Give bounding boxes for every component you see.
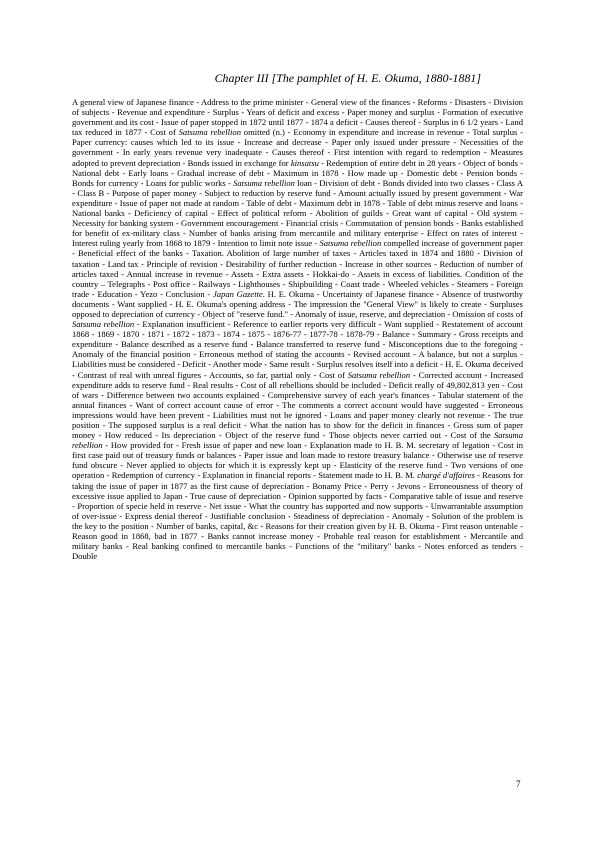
italic-term: chargé d'affaires bbox=[417, 470, 475, 481]
italic-term: Satsuma rebellion bbox=[347, 369, 411, 380]
text-run: - Explanation insufficient - Reference to earlier reports very difficult - Want supplied - Restatement of account 1868 - 1869 - 1870 - 1871 - 1872 - 1873 - 1874 - 1875 - 1876-77 - 1877-78 - 1878-79 - Balance - Summary - Gross receipts and expenditure - Balance described as a reserve fund - Balance transferred to reserve fund - Misconceptions due to the foregoing - Anomaly of the financial position - Erroneous method of stating the accounts - Revised account - A balance, but not a surplus - Liabilities must be considered - Deficit - Another mode - Same result - Surplus resolves itself into a deficit - H. E. Okuma deceived - Contrast of real with unreal figures - Accounts, so far, partial only - Cost of bbox=[72, 319, 523, 380]
text-run: - How provided for - Fresh issue of paper and new loan - Explanation made to H. B. M. secretary of legation - Cost in first case paid out of treasury funds or balances - Paper issue and loan made to restore treasury balance - Otherwise use of reserve fund obscure - Never applied to objects for which it is expressly kept up - Elasticity of the reserve fund - Two versions of one operation - Redemption of currency - Explanation in financial reports - Statement made to H. B. M. bbox=[72, 440, 523, 481]
text-run: loan - Division of debt - Bonds divided into two classes - Class A - Class B - Purpose of paper money - Subject to reduction by reserve fund - Amount actually issued by present government - War expenditure - Issue of paper not made at random - Table of debt - Maximum debt in 1878 - Table of debt minus reserve and loans - National banks - Deficiency of capital - Effect of political reform - Abolition of guilds - Great want of capital - Old system - Necessity for banking system - Government encouragement - Financial crisis - Commutation of pension bonds - Banks established for benefit of ex-military class - Number of banks arising from mercantile and military enterprise - Effect on rates of interest - Interest ruling yearly from 1868 to 1879 - Intention to limit note issue - bbox=[72, 177, 523, 249]
italic-term: kinsatsu bbox=[290, 157, 319, 168]
italic-term: Satsuma rebellion bbox=[233, 177, 295, 188]
text-run: . H. E. Okuma - Uncertainty of Japanese finance - Absence of trustworthy documents - Want supplied - H. E. Okuma's opening address - The impression the "General View" is likely to create - Surpluses opposed to depreciation of currency - Object of "reserve fund." - Anomaly of issue, reserve, and depreciation - Omission of costs of bbox=[72, 288, 524, 319]
italic-term: Satsuma rebellion bbox=[72, 319, 135, 330]
text-run: - Redemption of entire debt in 28 years - Object of bonds - National debt - Early loans - Gradual increase of debt - Maximum in 1878 - How made up - Domestic debt - Pension bonds - Bonds for currency - Loans for public works - bbox=[72, 157, 523, 188]
text-run: - Reasons for taking the issue of paper in 1877 as the first cause of depreciation - Bonamy Price - Perry - Jevons - Erroneousness of theory of excessive issue applied to Japan - True cause of depreciation - Opinion supported by facts - Comparative table of issue and reserve - Proportion of specie held in reserve - Net issue - What the country has supported and now supports - Unwarrantable assumption of over-issue - Express denial thereof - Justifiable conclusion - Steadiness of depreciation - Anomaly - Solution of the problem is the key to the position - Number of banks, capital, &c - Reasons for their creation given by H. B. Okuma - First reason untenable - Reason good in 1868, bad in 1877 - Banks cannot increase money - Probable real reason for establishment - Mercantile and military banks - Real banking confined to mercantile banks - Functions of the "military" banks - Notes enforced as tenders - Double bbox=[72, 470, 523, 562]
page-number: 7 bbox=[516, 779, 521, 789]
italic-term: Satsuma rebellion bbox=[72, 430, 523, 451]
text-run: omitted (n.) - Economy in expenditure and increase in revenue - Total surplus - Paper currency: causes which led to its issue - Increase and decrease - Paper only issued under pressure - Necessities of the government - In early years revenue very inadequate - Causes thereof - First intention with regard to redemption - Measures adopted to prevent depreciation - Bonds issued in exchange for bbox=[72, 127, 524, 168]
text-run: - Corrected account - Increased expenditure adds to reserve fund - Real results - Cost of all rebellions should be included - Deficit really of 49,802,813 yen - Cost of wars - Difference between two accounts explained - Comprehensive survey of each year's finances - Tabular statement of the annual finances - Want of correct account cause of error - The comments a correct account would have suggested - Erroneous impressions would have been prevent - Liabilities must not be ignored - Loans and paper money clearly not revenue - The true position - The supposed surplus is a real deficit - What the nation has to show for the deficit in finances - Gross sum of paper money - How reduced - Its depreciation - Object of the reserve fund - Those objects never carried out - Cost of the bbox=[72, 369, 523, 441]
text-run: compelled increase of government paper - Beneficial effect of the banks - Taxation. Abolition of large number of taxes - Articles taxed in 1874 and 1880 - Division of taxation - Land tax - Principle of revision - Desirability of further reduction - Increase in other sources - Reduction of number of articles taxed - Annual increase in revenue - Assets - Extra assets - Hokkai-do - Assets in excess of liabilities. Condition of the country – Telegraphs - Post office - Railways - Lighthouses - Shipbuilding - Coast trade - Wheeled vehicles - Steamers - Foreign trade - Education - Yezo - Conclusion - bbox=[72, 238, 523, 299]
chapter-summary-paragraph bbox=[72, 97, 523, 561]
text-run: A general view of Japanese finance - Address to the prime minister - General view of the finances - Reforms - Disasters - Division of subjects - Revenue and expenditure - Surplus - Years of deficit and excess - Paper money and surplus - Formation of executive government and its cost - Issue of paper stopped in 1872 until 1877 - 1874 a deficit - Causes thereof - Surplus in 6 1/2 years - Land tax reduced in 1877 - Cost of bbox=[72, 97, 523, 138]
italic-term: Satsuma rebellion bbox=[178, 127, 241, 138]
chapter-heading: Chapter III [The pamphlet of H. E. Okuma, 1880-1881] bbox=[214, 71, 481, 85]
italic-term: Satsuma rebellion bbox=[319, 238, 382, 249]
italic-term: Japan Gazette bbox=[213, 288, 263, 299]
